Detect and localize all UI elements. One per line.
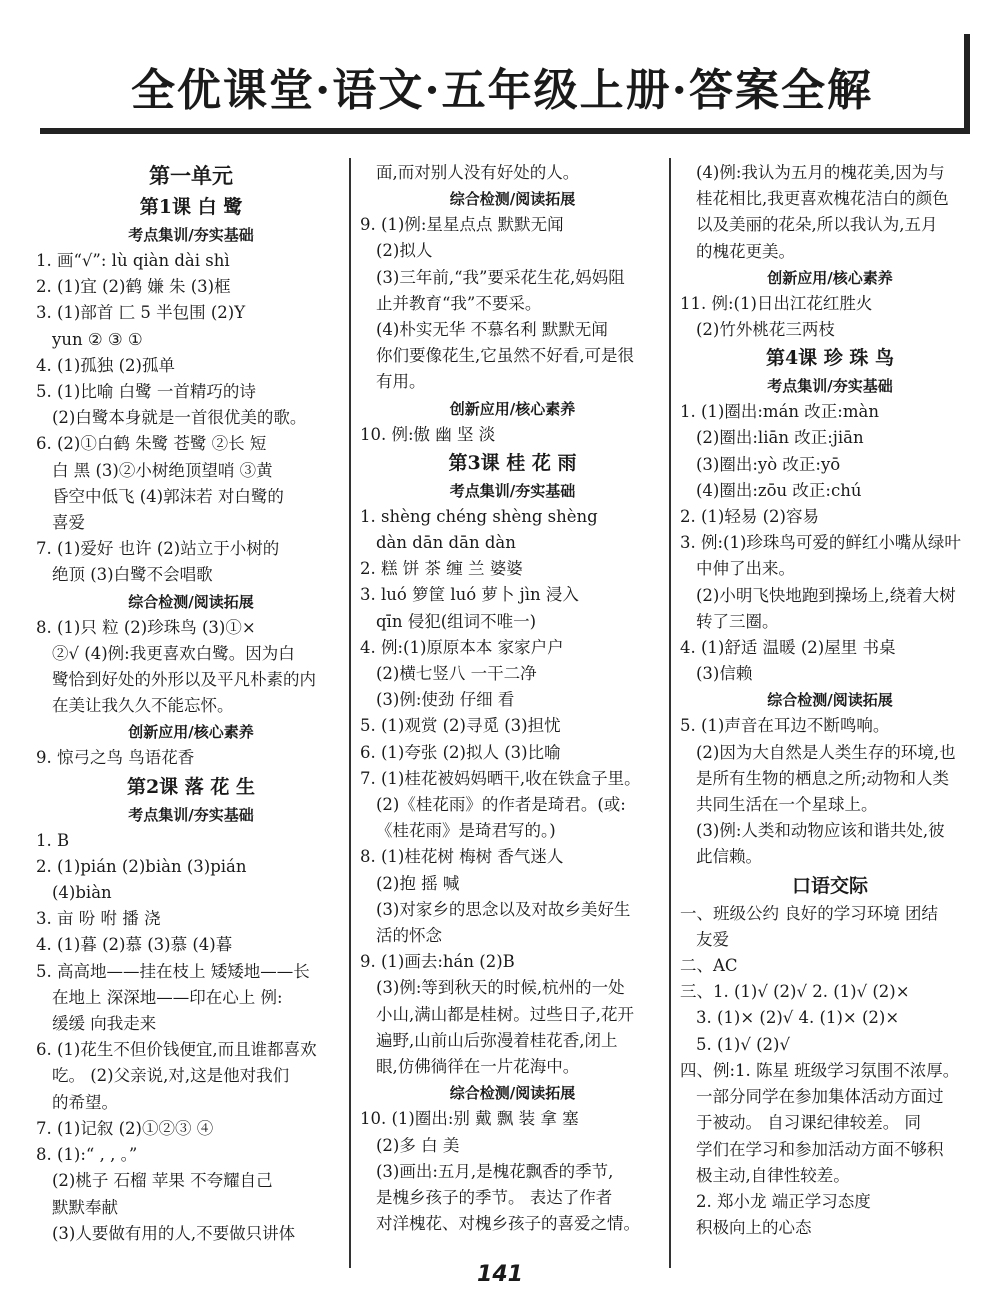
- answer-line: 眼,仿佛徜徉在一片花海中。: [376, 1057, 580, 1077]
- answer-line: 6. (1)花生不但价钱便宜,而且谁都喜欢: [36, 1040, 317, 1060]
- answer-column-2: [360, 160, 665, 1237]
- answer-line: 绝顶 (3)白鹭不会唱歌: [52, 565, 213, 585]
- answer-line: 1. 画“√”: lù qiàn dài shì: [36, 251, 230, 270]
- header-banner: [40, 34, 970, 134]
- answer-line: 桂花相比,我更喜欢槐花洁白的颜色: [696, 189, 949, 209]
- answer-line: (3)三年前,“我”要采花生花,妈妈阻: [376, 267, 625, 287]
- answer-line: 共同生活在一个星球上。: [696, 795, 878, 815]
- answer-line: 在美让我久久不能忘怀。: [52, 696, 234, 716]
- column-divider: [349, 158, 351, 1268]
- answer-line: 8. (1):“ , , 。”: [36, 1145, 138, 1165]
- section-heading: 综合检测/阅读拓展: [128, 592, 254, 611]
- answer-line: 喜爱: [52, 513, 85, 533]
- section-heading: 创新应用/核心素养: [767, 268, 893, 287]
- answer-line: 面,而对别人没有好处的人。: [376, 163, 580, 182]
- answer-line: 友爱: [696, 929, 729, 949]
- answer-line: qīn 侵犯(组词不唯一): [376, 611, 537, 631]
- lesson-heading: 第4课 珍 珠 鸟: [765, 347, 895, 370]
- answer-line: (2)因为大自然是人类生存的环境,也: [696, 742, 956, 762]
- answer-line: (4)朴实无华 不慕名利 默默无闻: [376, 320, 608, 340]
- answer-line: 3. luó 箩筐 luó 萝卜 jìn 浸入: [360, 585, 579, 605]
- answer-line: 7. (1)桂花被妈妈晒干,收在铁盒子里。: [360, 768, 641, 788]
- answer-line: 的槐花更美。: [696, 241, 795, 261]
- answer-line: 11. 例:(1)日出江花红胜火: [680, 293, 873, 313]
- answer-line: 9. (1)画去:hán (2)B: [360, 952, 515, 972]
- answer-line: 你们要像花生,它虽然不好看,可是很: [376, 346, 634, 366]
- answer-line: (3)例:使劲 仔细 看: [376, 690, 515, 710]
- answer-line: (2)小明飞快地跑到操场上,绕着大树: [696, 585, 956, 605]
- answer-line: (3)例:等到秋天的时候,杭州的一处: [376, 978, 625, 998]
- answer-line: 10. (1)圈出:别 戴 飘 装 拿 塞: [360, 1109, 579, 1129]
- answer-line: 9. 惊弓之鸟 鸟语花香: [36, 748, 195, 768]
- answer-line: dàn dān dān dàn: [376, 533, 516, 553]
- answer-line: 5. (1)声音在耳边不断鸣响。: [680, 716, 890, 736]
- answer-line: 一部分同学在参加集体活动方面过: [696, 1087, 944, 1107]
- answer-line: 是所有生物的栖息之所;动物和人类: [696, 768, 950, 788]
- answer-line: 9. (1)例:星星点点 默默无闻: [360, 215, 564, 235]
- answer-line: 2. (1)轻易 (2)容易: [680, 507, 819, 527]
- answer-line: (4)biàn: [52, 883, 112, 903]
- answer-line: (2)桃子 石榴 苹果 不夸耀自己: [52, 1171, 273, 1191]
- answer-column-1: [36, 160, 346, 1247]
- answer-line: 积极向上的心态: [696, 1218, 812, 1238]
- answer-line: 以及美丽的花朵,所以我认为,五月: [696, 215, 938, 235]
- answer-line: 3. (1)× (2)√ 4. (1)× (2)×: [696, 1008, 900, 1028]
- answer-line: 对洋槐花、对槐乡孩子的喜爱之情。: [376, 1214, 640, 1234]
- answer-line: (2)《桂花雨》的作者是琦君。(或:: [376, 795, 626, 815]
- answer-line: (2)多 白 美: [376, 1135, 460, 1155]
- page-number: 141: [477, 1262, 523, 1287]
- answer-line: 1. shèng chéng shèng shèng: [360, 506, 598, 526]
- answer-line: 《桂花雨》是琦君写的。): [376, 821, 556, 841]
- answer-line: 4. 例:(1)原原本本 家家户户: [360, 637, 564, 657]
- answer-line: (2)拟人: [376, 241, 433, 261]
- answer-line: (2)圈出:liān 改正:jiān: [696, 428, 864, 448]
- section-heading: 创新应用/核心素养: [128, 723, 254, 742]
- section-heading: 考点集训/夯实基础: [128, 805, 254, 824]
- answer-line: 白 黑 (3)②小树绝顶望哨 ③黄: [52, 460, 273, 480]
- answer-line: 7. (1)爱好 也许 (2)站立于小树的: [36, 539, 280, 559]
- answer-line: 于被动。 自习课纪律较差。 同: [696, 1113, 921, 1133]
- answer-line: 中伸了出来。: [696, 559, 795, 579]
- answer-line: (2)白鹭本身就是一首很优美的歌。: [52, 408, 307, 428]
- answer-line: (3)对家乡的思念以及对故乡美好生: [376, 899, 631, 919]
- answer-line: 小山,满山都是桂树。过些日子,花开: [376, 1004, 634, 1024]
- answer-line: 2. 郑小龙 端正学习态度: [696, 1191, 871, 1211]
- answer-line: 鹭恰到好处的外形以及平凡朴素的内: [52, 670, 316, 690]
- answer-line: 1. (1)圈出:mán 改正:màn: [680, 402, 879, 422]
- answer-line: 4. (1)孤独 (2)孤单: [36, 355, 175, 375]
- answer-line: 吃。 (2)父亲说,对,这是他对我们: [52, 1066, 290, 1086]
- answer-line: 的希望。: [52, 1092, 118, 1112]
- section-heading: 综合检测/阅读拓展: [449, 1084, 576, 1103]
- answer-line: (4)例:我认为五月的槐花美,因为与: [696, 163, 945, 182]
- answer-line: 5. 高高地——挂在枝上 矮矮地——长: [36, 961, 310, 981]
- answer-line: (3)人要做有用的人,不要做只讲体: [52, 1223, 296, 1243]
- answer-line: 缓缓 向我走来: [52, 1014, 157, 1034]
- answer-line: 默默奉献: [52, 1197, 118, 1217]
- answer-column-3: [680, 160, 980, 1241]
- section-heading: 考点集训/夯实基础: [128, 226, 254, 244]
- lesson-heading: 口语交际: [791, 874, 868, 897]
- answer-line: (3)信赖: [696, 664, 753, 684]
- column-divider: [669, 158, 671, 1268]
- answer-line: 有用。: [376, 372, 426, 392]
- answer-line: 10. 例:傲 幽 坚 淡: [360, 424, 496, 444]
- answer-line: 此信赖。: [696, 847, 762, 867]
- answer-line: 转了三圈。: [696, 611, 779, 631]
- answer-line: 5. (1)比喻 白鹭 一首精巧的诗: [36, 382, 256, 402]
- answer-line: (3)画出:五月,是槐花飘香的季节,: [376, 1161, 614, 1181]
- answer-line: 4. (1)舒适 温暖 (2)屋里 书桌: [680, 638, 896, 658]
- answer-line: 遍野,山前山后弥漫着桂花香,闭上: [376, 1030, 618, 1050]
- answer-line: (4)圈出:zōu 改正:chú: [696, 480, 862, 500]
- section-heading: 综合检测/阅读拓展: [449, 190, 576, 209]
- answer-line: 3. 亩 吩 咐 播 浇: [36, 909, 161, 929]
- page-title: 全优课堂·语文·五年级上册·答案全解: [131, 65, 873, 116]
- answer-line: 5. (1)观赏 (2)寻觅 (3)担忧: [360, 716, 561, 736]
- answer-line: 3. (1)部首 匚 5 半包围 (2)Y: [36, 303, 246, 323]
- answer-line: 极主动,自律性较差。: [696, 1165, 850, 1185]
- lesson-heading: 第1课 白 鹭: [139, 196, 243, 218]
- section-heading: 综合检测/阅读拓展: [767, 691, 893, 710]
- lesson-heading: 第3课 桂 花 雨: [448, 451, 577, 474]
- unit-heading: 第一单元: [149, 163, 233, 188]
- answer-line: 是槐乡孩子的季节。 表达了作者: [376, 1187, 613, 1207]
- answer-line: 四、例:1. 陈星 班级学习氛围不浓厚。: [680, 1060, 960, 1080]
- answer-line: 8. (1)桂花树 梅树 香气迷人: [360, 847, 564, 867]
- answer-line: (3)例:人类和动物应该和谐共处,彼: [696, 821, 945, 841]
- answer-line: 2. (1)宜 (2)鹤 嫌 朱 (3)框: [36, 277, 231, 297]
- section-heading: 创新应用/核心素养: [449, 399, 576, 418]
- answer-line: 一、班级公约 良好的学习环境 团结: [680, 903, 938, 923]
- answer-line: 7. (1)记叙 (2)①②③ ④: [36, 1118, 214, 1138]
- answer-line: 在地上 深深地——印在心上 例:: [52, 987, 283, 1007]
- answer-line: 2. 糕 饼 茶 缠 兰 婆婆: [360, 559, 523, 579]
- answer-line: ②√ (4)例:我更喜欢白鹭。因为白: [52, 643, 295, 663]
- answer-line: 止并教育“我”不要采。: [376, 293, 542, 313]
- answer-line: 学们在学习和参加活动方面不够积: [696, 1139, 944, 1159]
- answer-line: 5. (1)√ (2)√: [696, 1034, 791, 1054]
- answer-line: (2)横七竖八 一干二净: [376, 664, 537, 684]
- answer-line: 2. (1)pián (2)biàn (3)pián: [36, 856, 247, 876]
- lesson-heading: 第2课 落 花 生: [126, 775, 256, 798]
- answer-line: 6. (2)①白鹤 朱鹭 苍鹭 ②长 短: [36, 434, 267, 454]
- answer-line: (2)抱 摇 喊: [376, 873, 460, 893]
- section-heading: 考点集训/夯实基础: [767, 377, 893, 396]
- answer-line: 3. 例:(1)珍珠鸟可爱的鲜红小嘴从绿叶: [680, 533, 961, 553]
- answer-line: yun ② ③ ①: [52, 329, 143, 349]
- answer-line: 三、1. (1)√ (2)√ 2. (1)√ (2)×: [680, 982, 910, 1002]
- answer-line: 6. (1)夸张 (2)拟人 (3)比喻: [360, 742, 561, 762]
- answer-line: (2)竹外桃花三两枝: [696, 320, 835, 340]
- answer-line: 1. B: [36, 830, 70, 850]
- answer-line: 8. (1)只 粒 (2)珍珠鸟 (3)①×: [36, 617, 256, 637]
- answer-line: 活的怀念: [376, 926, 442, 946]
- answer-line: 4. (1)暮 (2)慕 (3)慕 (4)暮: [36, 935, 233, 955]
- answer-line: 二、AC: [680, 956, 738, 976]
- answer-line: (3)圈出:yò 改正:yō: [696, 454, 841, 474]
- answer-line: 昏空中低飞 (4)郭沫若 对白鹭的: [52, 486, 284, 506]
- section-heading: 考点集训/夯实基础: [449, 481, 576, 500]
